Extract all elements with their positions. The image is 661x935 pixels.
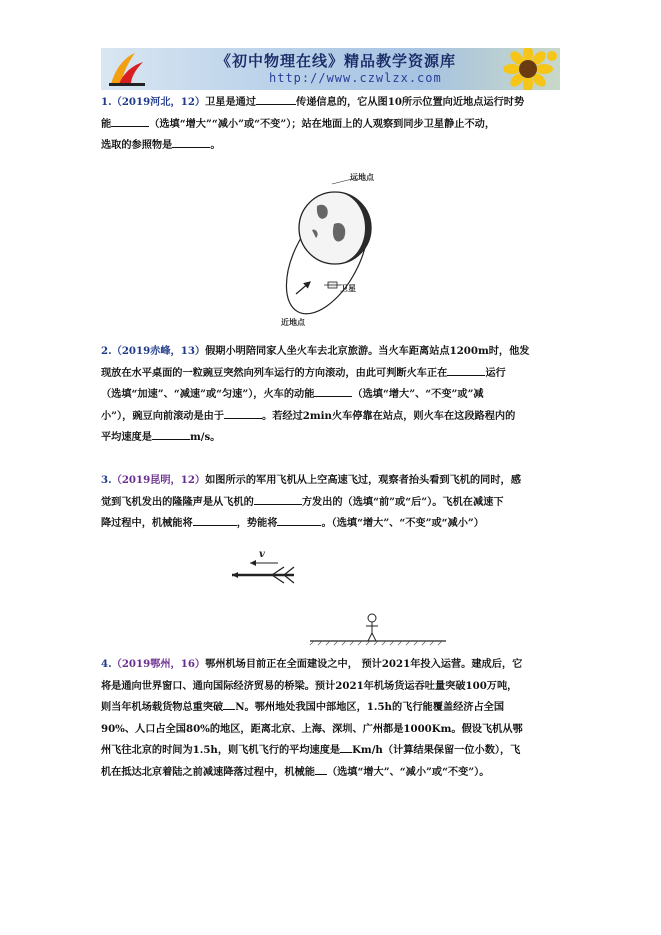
earth-orbit-figure	[272, 172, 392, 328]
banner-url[interactable]: http://www.czwlzx.com	[269, 71, 442, 85]
question-line	[101, 92, 576, 114]
question-source: （2019赤峰，13）	[111, 345, 206, 357]
question-text: N。鄂州地处我国中部地区，1.5h的飞行能覆盖经济占全国	[235, 701, 505, 713]
observer-icon	[366, 614, 378, 641]
question-text: 90%、人口占全国80%的地区，距离北京、上海、深圳、广州都是1000Km。假设飞机从鄂	[101, 722, 523, 735]
question-text: 州飞往北京的时间为1.5h，则飞机飞行的平均速度是	[101, 744, 341, 756]
answer-blank[interactable]	[224, 408, 262, 419]
question-text: Km/h（计算结果保留一位小数），飞	[352, 744, 521, 756]
question-line	[101, 341, 576, 363]
question-text: 传递信息的，它从图10所示位置向近地点运行时势	[296, 96, 525, 108]
question-text: 。	[210, 139, 221, 151]
question-text: 则当年机场载货物总重突破	[101, 701, 224, 713]
question-text: （选填“增大”、“减小”或“不变”）。	[326, 765, 490, 778]
question-text: （选填“加速”、“减速”或“匀速”），火车的动能	[101, 388, 315, 400]
question-line	[101, 513, 576, 535]
question-text: ，势能将	[236, 517, 278, 529]
question-line	[101, 384, 576, 406]
apogee-label: 远地点	[350, 172, 374, 182]
question-line	[101, 363, 576, 385]
question-line	[101, 492, 576, 514]
plane-figure	[220, 545, 460, 647]
answer-blank[interactable]	[223, 699, 235, 710]
question-number: 2.	[101, 345, 112, 357]
answer-blank[interactable]	[340, 742, 352, 753]
question-text: 。若经过2min火车停靠在站点，则火车在这段路程内的	[262, 409, 516, 422]
question-line	[101, 135, 576, 157]
question-text: （选填“增大”、“不变”或”减	[352, 388, 484, 400]
question-source: （2019鄂州，16）	[111, 658, 206, 670]
answer-blank[interactable]	[447, 365, 485, 376]
site-logo-icon	[105, 50, 149, 88]
answer-blank[interactable]	[314, 386, 352, 397]
question-text: 降过程中，机械能将	[101, 517, 193, 529]
velocity-label: v	[259, 549, 265, 560]
question-text: 卫星是通过	[205, 96, 257, 108]
question-text: 运行	[485, 366, 506, 379]
question-line	[101, 762, 576, 784]
question-line	[101, 654, 576, 676]
question-3	[101, 470, 576, 535]
answer-blank[interactable]	[277, 515, 321, 526]
question-2	[101, 341, 576, 449]
question-number: 3.	[101, 474, 112, 486]
question-text: 机在抵达北京着陆之前减速降落过程中，机械能	[101, 765, 315, 778]
question-text: 方发出的（选填“前”或“后”）。飞机在减速下	[301, 495, 504, 508]
sunflower-icon	[488, 48, 558, 90]
answer-blank[interactable]	[254, 494, 302, 505]
answer-blank[interactable]	[256, 94, 296, 105]
question-line	[101, 697, 576, 719]
satellite-icon	[324, 282, 341, 288]
question-text: 平均速度是	[101, 431, 152, 443]
question-line	[101, 406, 576, 428]
question-text: 如图所示的军用飞机从上空高速飞过，观察者抬头看到飞机的同时，感	[205, 474, 521, 486]
question-text: 将是通向世界窗口、通向国际经济贸易的桥梁。预计2021年机场货运吞吐量突破100万吨，	[101, 679, 518, 692]
question-text: 选取的参照物是	[101, 139, 173, 151]
question-text: 现放在水平桌面的一粒豌豆突然向列车运行的方向滚动，由此可判断火车正在	[101, 366, 448, 379]
question-text: 能	[101, 117, 112, 130]
answer-blank[interactable]	[152, 429, 190, 440]
question-line	[101, 427, 576, 449]
question-number: 1.	[101, 96, 112, 108]
perigee-label: 近地点	[281, 317, 305, 327]
question-text: 鄂州机场目前正在全面建设之中， 预计2021年投入运营。建成后，它	[205, 658, 523, 670]
question-text: 觉到飞机发出的隆隆声是从飞机的	[101, 495, 254, 508]
question-line	[101, 676, 576, 698]
question-line	[101, 114, 576, 136]
answer-blank[interactable]	[193, 515, 237, 526]
question-4	[101, 654, 576, 783]
question-line	[101, 740, 576, 762]
question-line	[101, 719, 576, 741]
question-text: 小”），豌豆向前滚动是由于	[101, 409, 225, 422]
question-number: 4.	[101, 658, 112, 670]
question-source: （2019昆明，12）	[111, 474, 206, 486]
plane-icon	[232, 567, 294, 583]
banner-title: 《初中物理在线》精品教学资源库	[216, 52, 457, 70]
question-text: m/s。	[189, 431, 221, 443]
question-1	[101, 92, 576, 157]
answer-blank[interactable]	[172, 137, 210, 148]
question-text: （选填“增大”“减小”或“不变”）；站在地面上的人观察到同步卫星静止不动，	[149, 117, 496, 130]
satellite-label: 卫星	[340, 283, 356, 293]
answer-blank[interactable]	[315, 764, 327, 775]
answer-blank[interactable]	[111, 116, 149, 127]
question-line	[101, 470, 576, 492]
question-text: 假期小明陪同家人坐火车去北京旅游。当火车距离站点1200m时，他发	[205, 345, 530, 357]
question-source: （2019河北，12）	[111, 96, 206, 108]
header-banner	[101, 48, 560, 90]
question-text: 。（选填“增大”、“不变”或“减小”）	[321, 517, 484, 529]
